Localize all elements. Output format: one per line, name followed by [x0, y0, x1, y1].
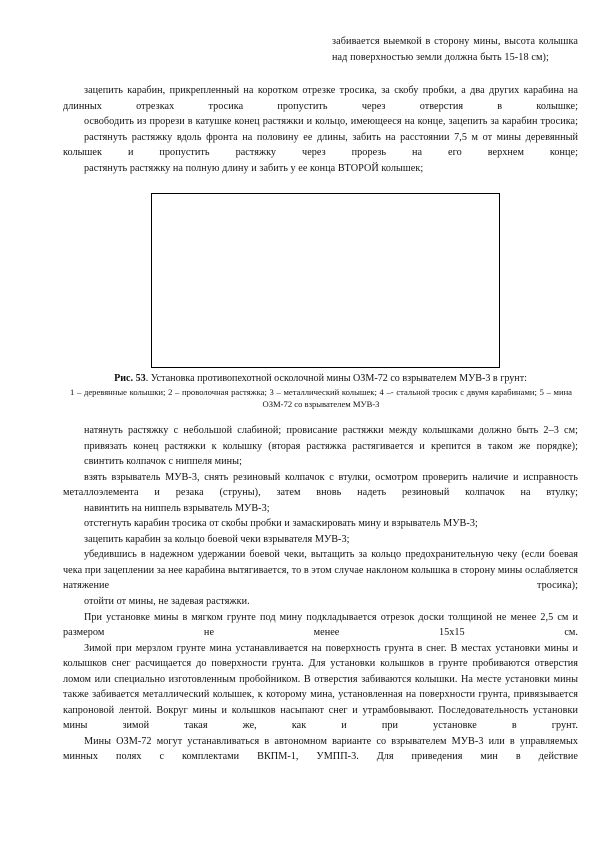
carryover-text-block: [332, 34, 578, 65]
figure-number: Рис. 53: [114, 373, 146, 384]
figure-legend: [70, 387, 572, 410]
paragraph: взять взрыватель МУВ-3, снять резиновый колпачок с втулки, осмотром проверить наличие и исправность металлоэлемента и резака (струны), затем вновь надеть резиновый колпачок на втулку;: [63, 471, 578, 499]
paragraph: зацепить карабин за кольцо боевой чеки взрывателя МУВ-3;: [84, 533, 350, 545]
figure-caption-line: [63, 372, 578, 387]
paragraph: растянуть растяжку на полную длину и забить у ее конца ВТОРОЙ колышек;: [84, 162, 424, 174]
figure-caption-title: Установка противопехотной осколочной мины ОЗМ-72 со взрывателем МУВ-3 в грунт:: [148, 373, 527, 384]
carryover-text: забивается выемкой в сторону мины, высота колышка над поверхностью земли должна быть 15-18 см);: [332, 36, 578, 63]
paragraph: Зимой при мерзлом грунте мина устанавливается на поверхность грунта в снег. В местах установки мины и колышков снег расчищается до поверхности грунта. Для установки колышков в грунте пробиваются отверстия ломом или специально изготовленным пробойником. В отверстия забиваются колышки. На месте установки мины также забивается металлический колышек, к которому мина, установленная на поверхности грунта, привязывается капроновой лентой. Вокруг мины и колышков насыпают снег и утрамбовывают. Последовательность установки мины зимой такая же, как и при установке в грунт.: [63, 642, 578, 732]
paragraph: натянуть растяжку с небольшой слабиной; провисание растяжки между колышками должно быть 2–3 см;: [84, 425, 578, 436]
figure-legend-text: 1 – деревянные колышки; 2 – проволочная растяжка; 3 – металлический колышек; 4 –- стальной тросик с двумя карабинами; 5 – мина ОЗМ-72 со взрывателем МУВ-3: [70, 387, 572, 409]
body-text-upper: [63, 83, 578, 176]
body-text-lower: [63, 423, 578, 765]
figure-caption-separator: .: [145, 373, 149, 384]
paragraph: навинтить на ниппель взрыватель МУВ-3;: [84, 502, 270, 514]
paragraph: При установке мины в мягком грунте под мину подкладывается отрезок доски толщиной не менее 2,5 см и размером не менее 15х15 см.: [63, 611, 578, 639]
paragraph: Мины ОЗМ-72 могут устанавливаться в автономном варианте со взрывателем МУВ-3 или в управляемых минных полях с комплектами ВКПМ-1, УМПП-3. Для приведения мин в действие: [63, 735, 578, 763]
figure-image-frame: [151, 193, 500, 368]
paragraph: отстегнуть карабин тросика от скобы пробки и замаскировать мину и взрыватель МУВ-3;: [84, 518, 478, 530]
paragraph: зацепить карабин, прикрепленный на коротком отрезке тросика, за скобу пробки, а два других карабина на длинных отрезках тросика пропустить через отверстия в колышке;: [63, 85, 578, 112]
paragraph: свинтить колпачок с ниппеля мины;: [84, 456, 242, 468]
paragraph: убедившись в надежном удержании боевой чеки, вытащить за кольцо предохранительную чеку (если боевая чека при зацеплении за нее карабина вытягивается, то в этом случае наклоном колышка в сторону мины ослабляется натяжение тросика);: [63, 549, 578, 592]
paragraph: отойти от мины, не задевая растяжки.: [84, 596, 250, 608]
paragraph: растянуть растяжку вдоль фронта на половину ее длины, забить на расстоянии 7,5 м от мины деревянный колышек и пропустить растяжку через прорезь на его верхнем конце;: [63, 131, 578, 159]
paragraph: привязать конец растяжки к колышку (вторая растяжка растягивается и крепится в таком же порядке);: [84, 440, 578, 452]
figure-caption: [63, 372, 578, 387]
paragraph: освободить из прорези в катушке конец растяжки и кольцо, имеющееся на конце, зацепить за карабин тросика;: [84, 116, 578, 128]
